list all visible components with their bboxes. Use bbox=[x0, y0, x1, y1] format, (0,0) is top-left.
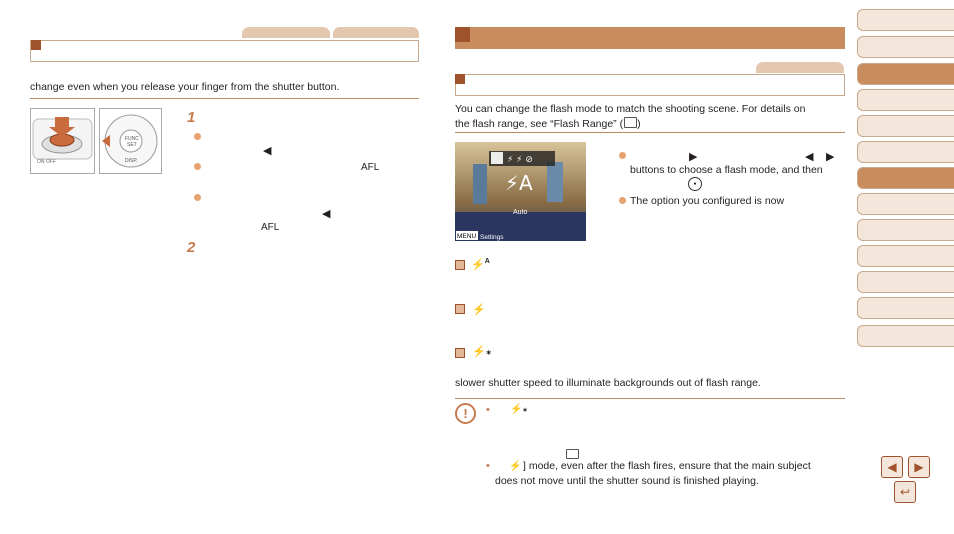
divider bbox=[30, 98, 419, 99]
afl-label: AFL bbox=[261, 222, 280, 233]
svg-text:FUNC: FUNC bbox=[125, 136, 139, 142]
sidebar-chapter-tab[interactable] bbox=[857, 36, 954, 58]
mode-tab bbox=[756, 62, 844, 73]
right-arrow-icon: ▶ bbox=[689, 151, 698, 163]
bullet-dot: • bbox=[486, 404, 490, 416]
divider bbox=[455, 398, 845, 399]
prev-page-button[interactable] bbox=[881, 456, 903, 478]
right-arrow-icon: ▶ bbox=[826, 151, 835, 163]
svg-text:⚡ ⚡ ⊘: ⚡ ⚡ ⊘ bbox=[507, 155, 533, 165]
sidebar-chapter-tab[interactable] bbox=[857, 245, 954, 267]
screen-mode-label: Auto bbox=[513, 209, 528, 216]
bullet bbox=[194, 163, 201, 170]
left-arrow-icon: ◀ bbox=[322, 208, 331, 220]
sidebar-chapter-tab[interactable] bbox=[857, 9, 954, 31]
svg-text:ON OFF: ON OFF bbox=[37, 159, 56, 165]
section-marker bbox=[455, 74, 465, 84]
bullet bbox=[194, 133, 201, 140]
flash-on-icon: ⚡ bbox=[472, 304, 486, 316]
right-arrow-icon: ▶ bbox=[914, 460, 924, 474]
intro-text-line2: the flash range, see “Flash Range” ( ) bbox=[455, 118, 641, 130]
slow-sync-icon: ⚡✶ bbox=[510, 404, 528, 415]
flash-auto-icon: ⚡$^A$ bbox=[471, 258, 490, 271]
mode-marker bbox=[455, 304, 465, 314]
step-number: 2 bbox=[187, 239, 196, 256]
divider bbox=[455, 132, 845, 133]
svg-text:DISP.: DISP. bbox=[125, 158, 138, 164]
mode-marker bbox=[455, 260, 465, 270]
book-icon bbox=[624, 117, 637, 128]
sidebar-chapter-tab[interactable] bbox=[857, 141, 954, 163]
bullet bbox=[619, 152, 626, 159]
caution-line2: does not move until the shutter sound is finished playing. bbox=[495, 475, 759, 487]
slow-sync-text: slower shutter speed to illuminate backgrounds out of flash range. bbox=[455, 377, 761, 389]
return-button[interactable] bbox=[894, 481, 916, 503]
next-page-button[interactable] bbox=[908, 456, 930, 478]
bullet bbox=[194, 194, 201, 201]
sidebar-chapter-tab[interactable] bbox=[857, 63, 954, 85]
chapter-heading-bar bbox=[455, 27, 845, 49]
svg-text:⚡A: ⚡A bbox=[505, 171, 533, 195]
caution-line1: ⚡ ] mode, even after the flash fires, ensure that the main subject bbox=[509, 460, 811, 472]
slow-sync-icon: ⚡✶ bbox=[472, 346, 492, 358]
step-number: 1 bbox=[187, 109, 196, 126]
left-arrow-icon: ◀ bbox=[887, 460, 897, 474]
sidebar-chapter-tab[interactable] bbox=[857, 297, 954, 319]
book-icon bbox=[566, 449, 579, 459]
caution-icon: ! bbox=[455, 403, 476, 424]
section-heading-bar bbox=[455, 74, 845, 96]
sidebar-chapter-tab[interactable] bbox=[857, 325, 954, 347]
bullet bbox=[619, 197, 626, 204]
header-tab bbox=[242, 27, 330, 38]
left-arrow-icon: ◀ bbox=[263, 145, 272, 157]
instruction-line1: buttons to choose a flash mode, and then bbox=[630, 164, 823, 176]
instruction-line2: The option you configured is now bbox=[630, 195, 785, 207]
section-marker bbox=[31, 40, 41, 50]
left-arrow-icon: ◀ bbox=[805, 151, 814, 163]
func-set-button-icon: ● bbox=[688, 177, 702, 191]
sidebar-chapter-tab[interactable] bbox=[857, 219, 954, 241]
intro-text-line1: You can change the flash mode to match the shooting scene. For details on bbox=[455, 103, 806, 115]
return-icon: ↩ bbox=[899, 485, 911, 499]
header-tab bbox=[333, 27, 419, 38]
menu-label: MENU bbox=[457, 233, 477, 240]
sidebar-chapter-tab[interactable] bbox=[857, 167, 954, 189]
settings-label: Settings bbox=[480, 234, 504, 241]
section-heading-bar bbox=[30, 40, 419, 62]
shutter-button-illustration bbox=[30, 108, 95, 174]
sidebar-chapter-tab[interactable] bbox=[857, 89, 954, 111]
camera-screen-photo bbox=[455, 142, 586, 241]
sidebar-chapter-tab[interactable] bbox=[857, 193, 954, 215]
intro-text: change even when you release your finger from the shutter button. bbox=[30, 81, 340, 93]
mode-marker bbox=[455, 348, 465, 358]
control-dial-illustration bbox=[99, 108, 162, 174]
sidebar-chapter-tab[interactable] bbox=[857, 115, 954, 137]
bullet-dot: • bbox=[486, 460, 490, 472]
sidebar-chapter-tab[interactable] bbox=[857, 271, 954, 293]
afl-label: AFL bbox=[361, 162, 380, 173]
svg-text:SET: SET bbox=[127, 142, 137, 148]
chapter-marker bbox=[455, 27, 470, 42]
